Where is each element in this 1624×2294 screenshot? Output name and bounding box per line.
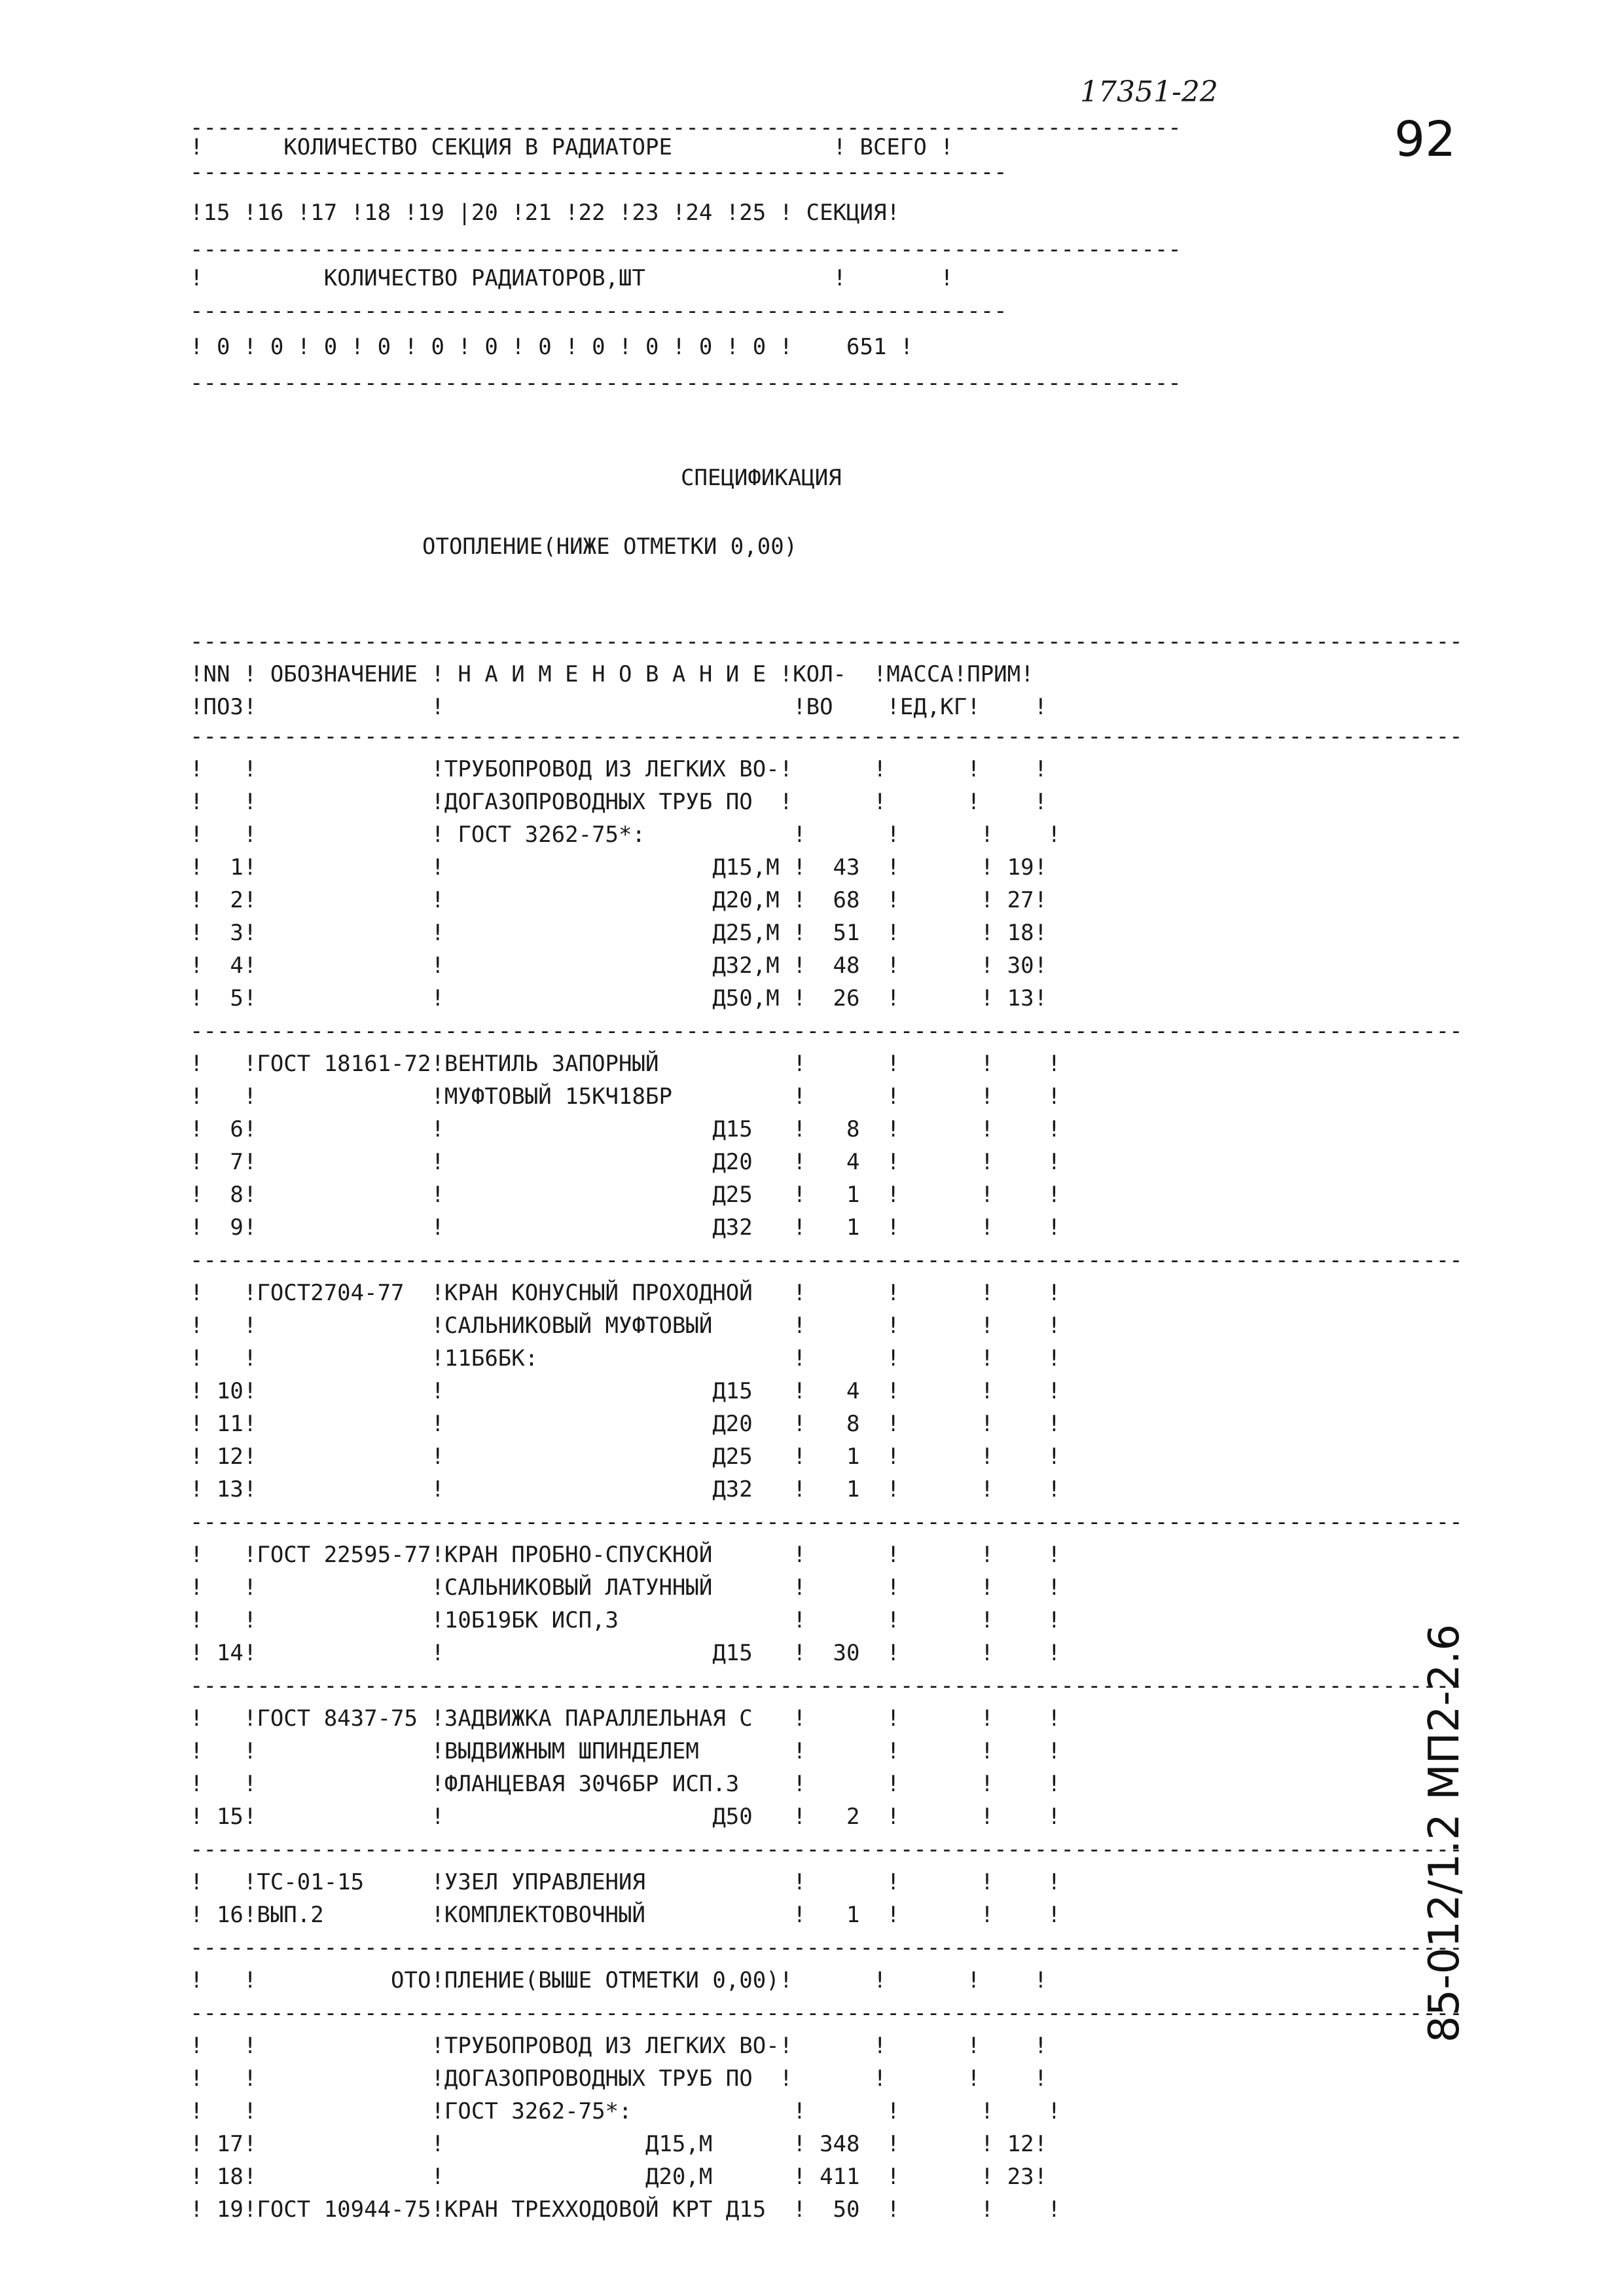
spec-line: ! ! !ТРУБОПРОВОД ИЗ ЛЕГКИХ ВО-! ! ! ! [190,2033,1048,2059]
spec-line: ! ! !МУФТОВЫЙ 15КЧ18БР ! ! ! ! [190,1083,1061,1110]
spec-line: ! 19!ГОСТ 10944-75!КРАН ТРЕХХОДОВОЙ КРТ Д15 ! 50 ! ! ! [190,2196,1061,2223]
top-table-line: ! КОЛИЧЕСТВО РАДИАТОРОВ,ШТ ! ! [190,265,954,291]
spec-line: ! 14! ! Д15 ! 30 ! ! ! [190,1640,1061,1666]
top-table-line: ! КОЛИЧЕСТВО СЕКЦИЯ В РАДИАТОРЕ ! ВСЕГО ! [190,134,954,160]
spec-line: ----------------------------------------------------------------------------------------------- [190,2000,1463,2026]
spec-line: ----------------------------------------------------------------------------------------------- [190,1836,1463,1863]
spec-line: ! ! !ДОГАЗОПРОВОДНЫХ ТРУБ ПО ! ! ! ! [190,2066,1048,2092]
spec-line: ! ! ! ГОСТ 3262-75*: ! ! ! ! [190,822,1061,848]
spec-line: ! !ТС-01-15 !УЗЕЛ УПРАВЛЕНИЯ ! ! ! ! [190,1869,1061,1895]
spec-line: ! ! ОТО!ПЛЕНИЕ(ВЫШЕ ОТМЕТКИ 0,00)! ! ! ! [190,1967,1048,1994]
spec-line: ! 16!ВЫП.2 !КОМПЛЕКТОВОЧНЫЙ ! 1 ! ! ! [190,1902,1061,1928]
top-table-line: ! 0 ! 0 ! 0 ! 0 ! 0 ! 0 ! 0 ! 0 ! 0 ! 0 ! 0 ! 651 ! [190,334,914,360]
spec-line: ! ! !ДОГАЗОПРОВОДНЫХ ТРУБ ПО ! ! ! ! [190,789,1048,815]
spec-line: ! 17! ! Д15,М ! 348 ! ! 12! [190,2131,1048,2157]
spec-line: ! 7! ! Д20 ! 4 ! ! ! [190,1149,1061,1175]
spec-line: ! 2! ! Д20,М ! 68 ! ! 27! [190,887,1048,913]
spec-line: ! 9! ! Д32 ! 1 ! ! ! [190,1214,1061,1241]
spec-line: ! 18! ! Д20,М ! 411 ! ! 23! [190,2164,1048,2190]
spec-line: ! 5! ! Д50,М ! 26 ! ! 13! [190,985,1048,1011]
spec-line: ! !ГОСТ 18161-72!ВЕНТИЛЬ ЗАПОРНЫЙ ! ! ! ! [190,1051,1061,1077]
spec-line: ! 15! ! Д50 ! 2 ! ! ! [190,1804,1061,1830]
spec-line: ! 4! ! Д32,М ! 48 ! ! 30! [190,953,1048,979]
spec-line: ! ! !ТРУБОПРОВОД ИЗ ЛЕГКИХ ВО-! ! ! ! [190,756,1048,782]
top-table-line: -------------------------------------------------------------------------- [190,236,1182,263]
page-number: 92 [1394,111,1456,168]
spec-line: ! !ГОСТ 8437-75 !ЗАДВИЖКА ПАРАЛЛЕЛЬНАЯ С ! ! ! ! [190,1705,1061,1732]
spec-line: ! ! !11Б6БК: ! ! ! ! [190,1345,1061,1372]
spec-line: ! ! !10Б19БК ИСП,3 ! ! ! ! [190,1607,1061,1633]
spec-line: ! ! !ГОСТ 3262-75*: ! ! ! ! [190,2098,1061,2124]
spec-line: ----------------------------------------------------------------------------------------------- [190,1673,1463,1699]
top-table-line: -------------------------------------------------------------------------- [190,370,1182,396]
spec-line: ! 1! ! Д15,М ! 43 ! ! 19! [190,854,1048,881]
spec-title: СПЕЦИФИКАЦИЯ [681,465,842,491]
spec-line: ----------------------------------------------------------------------------------------------- [190,1935,1463,1961]
spec-line: ! 3! ! Д25,М ! 51 ! ! 18! [190,920,1048,946]
spec-line: ! 6! ! Д15 ! 8 ! ! ! [190,1116,1061,1142]
spec-line: ! 10! ! Д15 ! 4 ! ! ! [190,1378,1061,1404]
spec-line: ! 13! ! Д32 ! 1 ! ! ! [190,1476,1061,1502]
side-document-code: 85-012/1.2 МП2-2.6 [1420,1624,1469,2043]
top-table-line: !15 !16 !17 !18 !19 |20 !21 !22 !23 !24 !25 ! СЕКЦИЯ! [190,200,900,226]
spec-line: ! 11! ! Д20 ! 8 ! ! ! [190,1411,1061,1437]
spec-line: ! 12! ! Д25 ! 1 ! ! ! [190,1444,1061,1470]
top-table-line: -------------------------------------------------------------------------- [190,115,1182,141]
spec-line: ! 8! ! Д25 ! 1 ! ! ! [190,1182,1061,1208]
spec-line: !ПОЗ! ! !ВО !ЕД,КГ! ! [190,694,1048,720]
spec-line: ----------------------------------------------------------------------------------------------- [190,723,1463,750]
spec-line: ! ! !САЛЬНИКОВЫЙ МУФТОВЫЙ ! ! ! ! [190,1313,1061,1339]
spec-line: ! !ГОСТ 22595-77!КРАН ПРОБНО-СПУСКНОЙ ! ! ! ! [190,1542,1061,1568]
spec-line: ! ! !ВЫДВИЖНЫМ ШПИНДЕЛЕМ ! ! ! ! [190,1738,1061,1764]
spec-line: ----------------------------------------------------------------------------------------------- [190,1509,1463,1535]
spec-line: ----------------------------------------------------------------------------------------------- [190,1018,1463,1044]
spec-line: ! !ГОСТ2704-77 !КРАН КОНУСНЫЙ ПРОХОДНОЙ ! ! ! ! [190,1280,1061,1306]
top-table-line: ------------------------------------------------------------- [190,159,1007,185]
spec-line: ! ! !ФЛАНЦЕВАЯ 30Ч6БР ИСП.3 ! ! ! ! [190,1771,1061,1797]
spec-line: !NN ! ОБОЗНАЧЕНИЕ ! Н А И М Е Н О В А Н И Е !КОЛ- !МАССА!ПРИМ! [190,661,1034,687]
document-code-handwritten: 17351-22 [1080,75,1218,109]
top-table-line: ------------------------------------------------------------- [190,298,1007,324]
spec-subtitle: ОТОПЛЕНИЕ(НИЖЕ ОТМЕТКИ 0,00) [422,534,798,560]
spec-line: ! ! !САЛЬНИКОВЫЙ ЛАТУННЫЙ ! ! ! ! [190,1575,1061,1601]
spec-line: ----------------------------------------------------------------------------------------------- [190,1247,1463,1273]
spec-line: ----------------------------------------------------------------------------------------------- [190,628,1463,655]
